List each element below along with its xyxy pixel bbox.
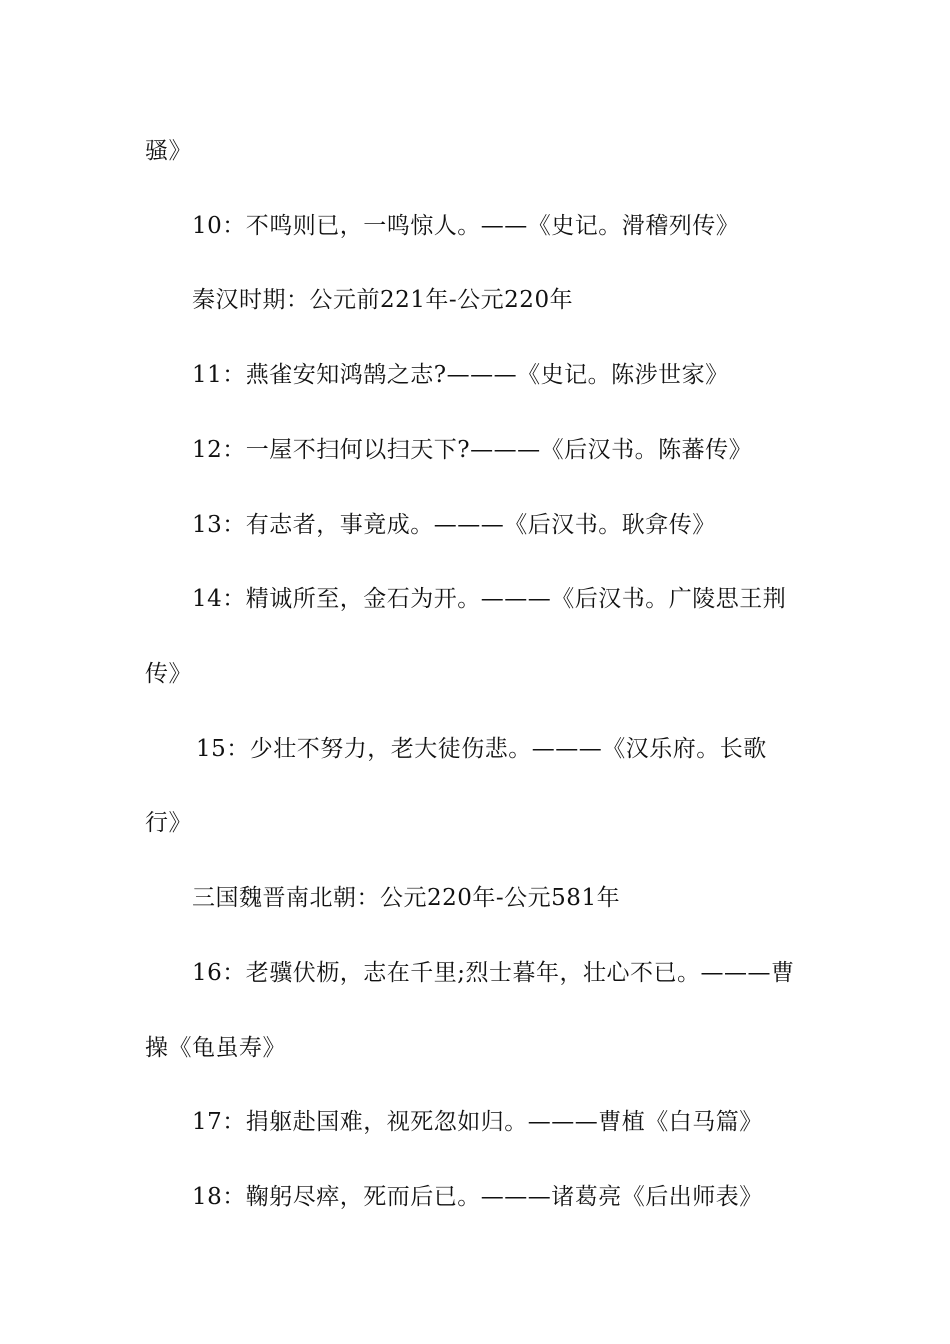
text-line-continuation-lisao: 骚》 (145, 138, 192, 164)
quote-16-continuation: 操《龟虽寿》 (145, 1035, 286, 1061)
quote-15: 15：少壮不努力，老大徒伤悲。———《汉乐府。长歌 (196, 736, 767, 762)
quote-14: 14：精诚所至，金石为开。———《后汉书。广陵思王荆 (192, 586, 787, 612)
quote-11: 11：燕雀安知鸿鹄之志?———《史记。陈涉世家》 (192, 362, 729, 388)
quote-13: 13：有志者，事竟成。———《后汉书。耿弇传》 (192, 512, 716, 538)
quote-10: 10：不鸣则已，一鸣惊人。——《史记。滑稽列传》 (192, 213, 740, 239)
quote-18: 18：鞠躬尽瘁，死而后已。———诸葛亮《后出师表》 (192, 1184, 763, 1210)
quote-15-continuation: 行》 (145, 810, 192, 836)
quote-16: 16：老骥伏枥，志在千里;烈士暮年，壮心不已。———曹 (192, 960, 795, 986)
quote-17: 17：捐躯赴国难，视死忽如归。———曹植《白马篇》 (192, 1109, 763, 1135)
period-heading-three-kingdoms: 三国魏晋南北朝：公元220年-公元581年 (192, 885, 621, 911)
period-heading-qin-han: 秦汉时期：公元前221年-公元220年 (192, 287, 574, 313)
quote-12: 12：一屋不扫何以扫天下?———《后汉书。陈蕃传》 (192, 437, 753, 463)
quote-14-continuation: 传》 (145, 661, 192, 687)
